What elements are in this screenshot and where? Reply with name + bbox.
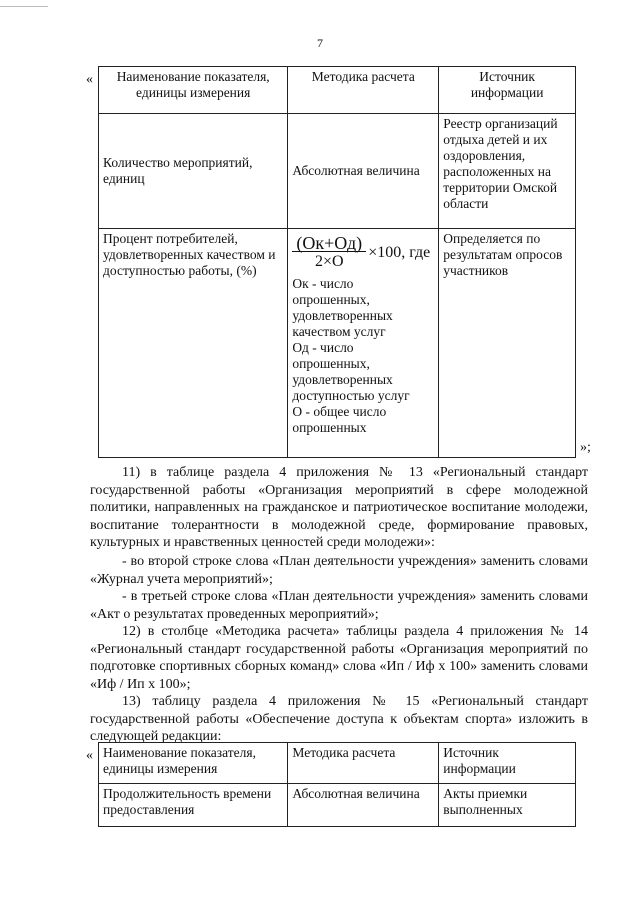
scan-mark (0, 6, 48, 7)
table-indicators-1 (98, 66, 576, 458)
row-name: Продолжительность времени предоставления (99, 784, 288, 827)
method-line: О - общее число опрошенных (292, 404, 387, 435)
paragraph-12: 12) в столбце «Методика расчета» таблицы раздела 4 приложения № 14 «Региональный стандарт государственной работы «Организация мероприятий по подготовке спортивных сборных команд» слова «Ип / Иф х 100» заменить словами «Иф / Ип х 100»; (90, 624, 588, 692)
row-source: Определяется по результатам опросов участников (439, 229, 576, 458)
header-source: Источник информации (439, 743, 576, 784)
row-name: Процент потребителей, удовлетворенных качеством и доступностью работы, (%) (99, 229, 288, 458)
row-method-formula (288, 229, 439, 458)
fraction (292, 235, 366, 270)
header-name: Наименование показателя, единицы измерения (99, 743, 288, 784)
header-name: Наименование показателя, единицы измерения (99, 67, 288, 114)
table-row (99, 229, 576, 458)
table-header-row (99, 67, 576, 114)
header-source: Источник информации (439, 67, 576, 114)
open-quote-1: « (86, 72, 93, 87)
formula-tail: ×100, где (368, 243, 431, 261)
formula (292, 235, 434, 270)
row-method: Абсолютная величина (288, 784, 439, 827)
row-method: Абсолютная величина (288, 114, 439, 229)
table-row (99, 114, 576, 229)
row-source: Акты приемки выполненных (439, 784, 576, 827)
table-indicators-2 (98, 742, 576, 827)
paragraph-11: 11) в таблице раздела 4 приложения № 13 «Региональный стандарт государственной работы «Организация мероприятий в сфере молодежной политики, направленных на гражданское и патриотическое воспитание молодежи, воспитание толерантности в молодежной среде, формирование правовых, культурных и нравственных ценностей среди молодежи»: (90, 465, 588, 550)
paragraph-13: 13) таблицу раздела 4 приложения № 15 «Региональный стандарт государственной работы «Обеспечение доступа к объектам спорта» изложить в следующей редакции: (90, 694, 588, 744)
header-method: Методика расчета (288, 67, 439, 114)
close-quote: »; (580, 440, 591, 455)
table-row (99, 784, 576, 827)
method-line: Ок - число опрошенных, удовлетворенных качеством услуг (292, 276, 393, 339)
paragraph-11b: - в третьей строке слова «План деятельности учреждения» заменить словами «Акт о результатах проведенных мероприятий»; (90, 589, 588, 622)
open-quote-2: « (86, 748, 93, 763)
formula-numerator: (Ок+Од) (292, 235, 366, 252)
row-name: Количество мероприятий, единиц (99, 114, 288, 229)
method-line: Од - число опрошенных, удовлетворенных доступностью услуг (292, 340, 410, 403)
paragraph-11a: - во второй строке слова «План деятельности учреждения» заменить словами «Журнал учета мероприятий»; (90, 554, 588, 587)
formula-denominator: 2×О (314, 253, 344, 270)
row-source: Реестр организаций отдыха детей и их оздоровления, расположенных на территории Омской области (439, 114, 576, 229)
table-header-row (99, 743, 576, 784)
page-number: 7 (317, 36, 323, 50)
header-method: Методика расчета (288, 743, 439, 784)
